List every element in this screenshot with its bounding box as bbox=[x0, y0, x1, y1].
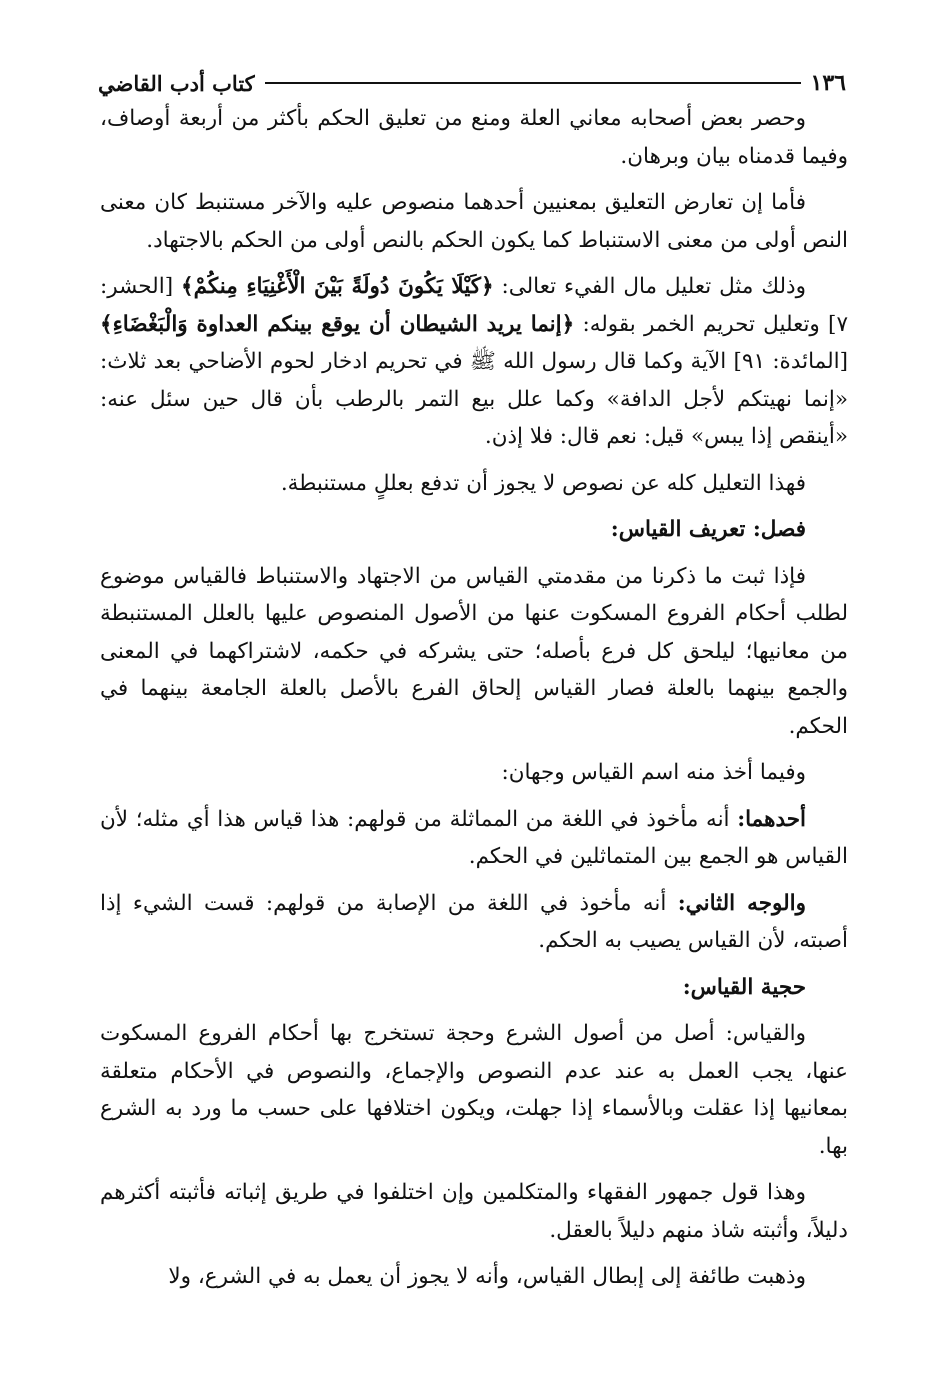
paragraph-text: أنه مأخوذ في اللغة من المماثلة من قولهم: هذا قياس هذا أي مثله؛ لأن القياس هو الجمع بين المتماثلين في الحكم. bbox=[100, 806, 848, 869]
running-header bbox=[98, 66, 846, 100]
paragraph: وفيما أخذ منه اسم القياس وجهان: bbox=[501, 760, 806, 785]
paragraph-text: أنه مأخوذ في اللغة من الإصابة من قولهم: قست الشيء إذا أصبته، لأن القياس يصيب به الحكم. bbox=[100, 890, 848, 953]
quran-verse: ﴿إنما يريد الشيطان أن يوقع بينكم العداوة وَالْبَغْضَاءِ﴾ bbox=[100, 311, 575, 337]
paragraph-text: [الحشر: ٧] وتعليل تحريم الخمر بقوله: bbox=[100, 274, 849, 337]
paragraph-text: وذلك مثل تعليل مال الفيء تعالى: bbox=[493, 274, 806, 299]
paragraph: وهذا قول جمهور الفقهاء والمتكلمين وإن اختلفوا في طريق إثباته فأثبته أكثرهم دليلاً، وأثبته شاذ منهم دليلاً بالعقل. bbox=[100, 1180, 848, 1243]
quran-verse: ﴿كَيْلَا يَكُونَ دُولَةً بَيْنَ الْأَغْنِيَاءِ مِنكُمْ﴾ bbox=[181, 274, 494, 299]
paragraph bbox=[100, 885, 848, 960]
section-heading: حجية القياس: bbox=[682, 974, 806, 1000]
paragraph-lead: والوجه الثاني: bbox=[677, 890, 806, 916]
paragraph: وذهبت طائفة إلى إبطال القياس، وأنه لا يجوز أن يعمل به في الشرع، ولا bbox=[168, 1264, 806, 1289]
header-rule bbox=[265, 82, 801, 84]
body-text bbox=[100, 100, 848, 1305]
book-title: كتاب أدب القاضي bbox=[98, 70, 255, 96]
paragraph: فإذا ثبت ما ذكرنا من مقدمتي القياس من الاجتهاد والاستنباط فالقياس موضوع لطلب أحكام الفروع المسكوت عنها من الأصول المنصوص عليها بالعلل المستنبطة من معانيها؛ ليلحق كل فرع بأصله؛ حتى يشركه في حكمه، لاشتراكهما في المعنى والجمع بينهما بالعلة فصار القياس إلحاق الفرع بالأصل بالعلة الجامعة بينهما في الحكم. bbox=[100, 563, 848, 739]
paragraph: وحصر بعض أصحابه معاني العلة ومنع من تعليق الحكم بأكثر من أربعة أوصاف، وفيما قدمناه بيان وبرهان. bbox=[100, 106, 848, 169]
paragraph: فهذا التعليل كله عن نصوص لا يجوز أن تدفع بعللٍ مستنبطة. bbox=[280, 470, 806, 496]
paragraph: والقياس: أصل من أصول الشرع وحجة تستخرج بها أحكام الفروع المسكوت عنها، يجب العمل به عند عدم النصوص والإجماع، والنصوص في الأحكام متعلقة بمعانيها إذا عقلت وبالأسماء إذا جهلت، ويكون اختلافها على حسب ما ورد به الشرع بها. bbox=[100, 1021, 848, 1159]
section-heading: فصل: تعريف القياس: bbox=[610, 517, 806, 542]
paragraph: فأما إن تعارض التعليق بمعنيين أحدهما منصوص عليه والآخر مستنبط كان معنى النص أولى من معنى الاستنباط كما يكون الحكم بالنص أولى من الحكم بالاجتهاد. bbox=[100, 190, 848, 253]
paragraph-lead: أحدهما: bbox=[737, 806, 806, 832]
paragraph bbox=[100, 801, 848, 876]
paragraph-text: [المائدة: ٩١] الآية وكما قال رسول الله ﷺ في تحريم ادخار لحوم الأضاحي بعد ثلاث: «إنما نهيتكم لأجل الدافة» وكما علل بيع التمر بالرطب بأن قال حين سئل عنه: «أينقص إذا يبس» قيل: نعم قال: فلا إذن. bbox=[100, 349, 848, 449]
page-number: ١٣٦ bbox=[810, 70, 846, 96]
paragraph bbox=[100, 268, 848, 456]
